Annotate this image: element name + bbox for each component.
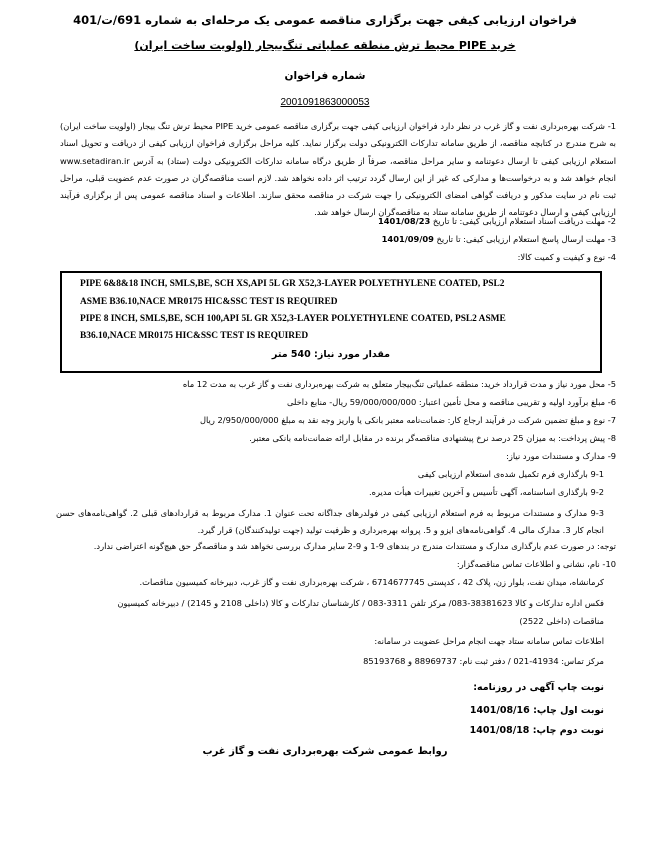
item-9: 9- مدارک و مستندات مورد نیاز: <box>506 451 616 461</box>
contact-fax-line-1: فکس اداره تدارکات و کالا 38381623-083/ مرکز تلفن 3311-083 / کارشناسان تدارکات و کالا (داخلی 2108 و 2145) / دبیرخانه کمیسیون <box>117 598 604 608</box>
item-4: 4- نوع و کیفیت و کمیت کالا: <box>517 252 616 262</box>
item-3-label: 3- مهلت ارسال پاسخ استعلام ارزیابی کیفی: تا تاریخ <box>436 234 616 244</box>
public-relations-signature: روابط عمومی شرکت بهره‌برداری نفت و گاز غرب <box>202 746 448 757</box>
item-9-3: 9-3 مدارک و مستندات مربوط به فرم استعلام ارزیابی کیفی در فولدرهای جداگانه تحت عنوان 1. مدارک مربوط به قراردادهای قبلی 2. گواهی‌نامه‌های حسن انجام کار 3. مدارک مالی 4. گواهی‌نامه‌های ایزو و 5. پروانه بهره‌برداری و ظرفیت تولید (جهت تولیدکنندگان) قرار گیرد. <box>56 508 604 536</box>
required-quantity: مقدار مورد نیاز: 540 متر <box>271 349 391 360</box>
setad-info: اطلاعات تماس سامانه ستاد جهت انجام مراحل عضویت در سامانه: <box>374 636 604 646</box>
publication-heading: نوبت چاپ آگهی در روزنامه: <box>473 682 604 693</box>
item-2-label: 2- مهلت دریافت اسناد استعلام ارزیابی کیفی: تا تاریخ <box>432 216 616 226</box>
spec-2-line-2: B36.10,NACE MR0175 HIC&SSC TEST IS REQUIRED <box>80 331 309 341</box>
publication-first <box>470 705 604 716</box>
item-2 <box>378 216 616 226</box>
notice-subject: خرید PIPE محیط ترش منطقه عملیاتی تنگ‌بیجار (اولویت ساخت ایران) <box>134 39 516 52</box>
spec-2-line-1: PIPE 8 INCH, SMLS,BE, SCH 100,API 5L GR X52,3-LAYER POLYETHYLENE COATED, PSL2 ASME <box>80 314 506 324</box>
goods-spec-box <box>60 271 602 373</box>
item-3 <box>382 234 616 244</box>
item-8: 8- پیش پرداخت: به میزان 25 درصد نرخ پیشنهادی مناقصه‌گر برنده در مقابل ارائه ضمانت‌نامه بانکی معتبر. <box>249 433 616 443</box>
tender-number: 2001091863000053 <box>280 97 370 108</box>
item-10: 10- نام، نشانی و اطلاعات تماس مناقصه‌گزار: <box>456 559 616 569</box>
item-9-2: 9-2 بارگذاری اساسنامه، آگهی تأسیس و آخرین تغییرات هیأت مدیره. <box>368 487 604 497</box>
publication-second <box>470 725 604 736</box>
setad-numbers: مرکز تماس: 41934-021 / دفتر ثبت نام: 88969737 و 85193768 <box>363 656 604 666</box>
notice-title: فراخوان ارزیابی کیفی جهت برگزاری مناقصه عمومی یک مرحله‌ای به شماره 691/ت/401 <box>73 13 577 27</box>
publication-first-date: 1401/08/16 <box>469 705 530 716</box>
item-7: 7- نوع و مبلغ تضمین شرکت در فرآیند ارجاع کار: ضمانت‌نامه معتبر بانکی یا واریز وجه نقد به مبلغ 2/950/000/000 ریال <box>199 415 616 425</box>
item-5: 5- محل مورد نیاز و مدت قرارداد خرید: منطقه عملیاتی تنگ‌بیجار متعلق به شرکت بهره‌برداری نفت و گاز غرب به مدت 12 ماه <box>182 379 616 389</box>
publication-second-date: 1401/08/18 <box>469 725 530 736</box>
contact-address: کرمانشاه، میدان نفت، بلوار زن، پلاک 42 ، کدپستی 6714677745 ، شرکت بهره‌برداری نفت و گاز غرب، دبیرخانه کمیسیون مناقصات. <box>139 577 604 587</box>
spec-1-line-2: ASME B36.10,NACE MR0175 HIC&SSC TEST IS REQUIRED <box>80 297 338 307</box>
item-6: 6- مبلغ برآورد اولیه و تقریبی مناقصه و محل تأمین اعتبار: 59/000/000/000 ریال- منابع داخلی <box>286 397 616 407</box>
tender-number-label: شماره فراخوان <box>284 70 366 82</box>
note: توجه: در صورت عدم بارگذاری مدارک و مستندات مندرج در بندهای 9-1 و 9-2 سایر مدارک بررسی نخواهد شد و مناقصه‌گر حق هیچ‌گونه اعتراضی ندارد. <box>93 541 616 551</box>
item-3-date: 1401/09/09 <box>381 234 434 244</box>
publication-second-label: نوبت دوم چاپ: <box>532 725 604 736</box>
spec-1-line-1: PIPE 6&8&18 INCH, SMLS,BE, SCH XS,API 5L GR X52,3-LAYER POLYETHYLENE COATED, PSL2 <box>80 279 505 289</box>
item-2-date: 1401/08/23 <box>378 216 431 226</box>
publication-first-label: نوبت اول چاپ: <box>533 705 604 716</box>
item-1-paragraph: 1- شرکت بهره‌برداری نفت و گاز غرب در نظر دارد فراخوان ارزیابی کیفی جهت برگزاری مناقصه عمومی خرید PIPE محیط ترش تنگ بیجار (اولویت ساخت ایران) به شرح مندرج در کتابچه مناقصه، از طریق سامانه تدارکات الکترونیکی دولت برگزار نماید. کلیه مراحل برگزاری فراخوان ارزیابی کیفی از دریافت و تحویل اسناد استعلام ارزیابی کیفی تا ارسال دعوتنامه و سایر مراحل مناقصه، صرفاً از طریق درگاه سامانه تدارکات الکترونیکی دولت (ستاد) به آدرس www.setadiran.ir انجام خواهد شد و به درخواست‌ها و مدارکی که غیر از این ارسال گردد ترتیب اثر داده نخواهد شد. لازم است مناقصه‌گران در صورت عدم عضویت قبلی، مراحل ثبت نام در سایت مذکور و دریافت گواهی امضای الکترونیکی را جهت شرکت در مناقصه محقق سازند. اطلاعات و اسناد مناقصه عمومی پس از برگزاری فرآیند ارزیابی کیفی و ارسال دعوتنامه از طریق سامانه ستاد به مناقصه‌گران ارسال خواهد شد. <box>60 121 616 218</box>
contact-fax-line-2: مناقصات (داخلی 2522) <box>519 616 604 626</box>
item-9-1: 9-1 بارگذاری فرم تکمیل شده‌ی استعلام ارزیابی کیفی <box>417 469 604 479</box>
